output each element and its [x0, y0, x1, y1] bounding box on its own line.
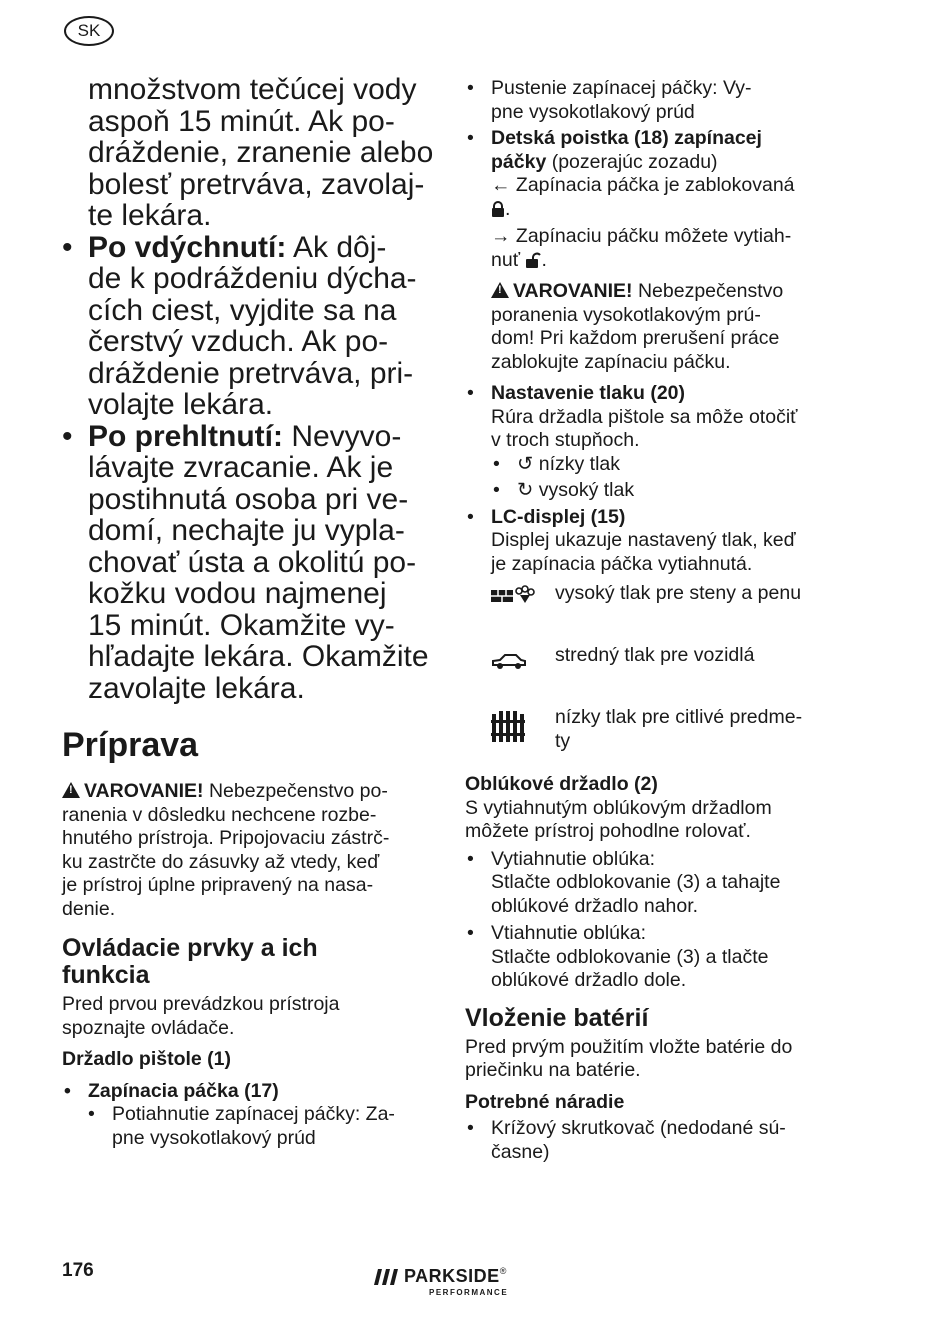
wall-foam-icon — [465, 582, 555, 611]
text-line: zablokujte zapínaciu páčku. — [491, 350, 731, 373]
mode-high-label: vysoký tlak pre steny a penu — [555, 582, 802, 604]
trigger-title: • Zapínacia páčka (17) — [62, 1080, 434, 1104]
text-line — [88, 421, 434, 453]
text-span: Ak dôj- — [286, 230, 387, 264]
inhale-bullet — [62, 232, 434, 421]
text-line: • Pustenie zapínacej páčky: Vy- — [491, 77, 752, 99]
batteries-text — [465, 1036, 855, 1083]
text-line: dráždenie, zranenie alebo — [88, 136, 434, 169]
text-line: S vytiahnutým oblúkovým držadlom — [465, 796, 772, 819]
text-line: zavolajte lekára. — [88, 671, 305, 705]
high-pressure-item: • ↻ vysoký tlak — [491, 479, 855, 503]
pressure-item — [465, 382, 855, 453]
text-line: časne) — [491, 1140, 550, 1163]
handle-text — [465, 797, 855, 844]
text-line: • Krížový skrutkovač (nedodané sú- — [491, 1117, 786, 1139]
text-line: je prístroj úplne pripravený na nasa- — [62, 874, 374, 896]
childlock-item — [465, 127, 855, 374]
text-line — [491, 151, 855, 175]
text-line: volajte lekára. — [88, 388, 274, 421]
swallow-title: Po prehltnutí: — [88, 419, 283, 453]
text-line — [491, 249, 855, 273]
mode-high-row — [465, 582, 855, 644]
text-line: • Vtiahnutie oblúka: — [491, 922, 647, 944]
text-span: Nevyvo- — [282, 419, 402, 453]
text-span: . — [541, 248, 547, 271]
brand-mark: ® — [499, 1266, 507, 1276]
text-line: lávajte zvracanie. Ak je — [88, 451, 394, 484]
text-line: Rúra držadla pištole sa môže otočiť — [491, 405, 798, 428]
brand-name: PARKSIDE — [404, 1266, 500, 1286]
text-line: de k podráždeniu dýcha- — [88, 262, 417, 295]
right-column — [465, 77, 855, 1164]
text-line: dom! Pri každom prerušení práce — [491, 327, 780, 349]
swallow-bullet — [62, 421, 434, 705]
parkside-logo — [374, 1266, 524, 1302]
lock-closed-icon — [491, 201, 505, 218]
text-line — [491, 198, 855, 222]
text-line: priečinku na batérie. — [465, 1059, 641, 1081]
pressure-title: • Nastavenie tlaku (20) — [491, 382, 686, 404]
text-line: Stlačte odblokovanie (3) a tahajte — [491, 871, 781, 893]
trigger-release-item — [465, 77, 855, 124]
text-line: v troch stupňoch. — [491, 429, 640, 451]
text-span: páčky — [491, 150, 547, 173]
mode-mid-row — [465, 644, 855, 706]
text-line: • Vytiahnutie oblúka: — [491, 847, 656, 870]
grip-title: Držadlo pištole (1) — [62, 1048, 232, 1070]
text-span: nuť — [491, 248, 521, 271]
text-line: Stlačte odblokovanie (3) a tlačte — [491, 945, 769, 968]
text-line: pne vysokotlakový prúd — [491, 100, 695, 123]
text-line: poranenia vysokotlakovým prú- — [491, 303, 761, 326]
text-line: bolesť pretrváva, zavolaj- — [88, 167, 425, 201]
text-line: oblúkové držadlo nahor. — [491, 894, 699, 917]
inhale-title: Po vdýchnutí: — [88, 230, 287, 264]
text-line: 15 minút. Okamžite vy- — [88, 608, 395, 642]
text-line: chovať ústa a okolitú po- — [88, 545, 417, 579]
text-line: funkcia — [62, 961, 150, 989]
text-line: ty — [555, 729, 571, 752]
brand-sub: PERFORMANCE — [429, 1288, 509, 1297]
text-line: množstvom tečúcej vody — [88, 73, 417, 106]
warning-block — [62, 780, 434, 921]
logo-text — [404, 1266, 506, 1287]
mode-low-row — [465, 706, 855, 753]
text-line: môžete prístroj pohodlne rolovať. — [465, 820, 751, 842]
lcd-item — [465, 506, 855, 577]
section-heading-controls — [62, 935, 434, 989]
text-span: (pozerajúc zozadu) — [546, 150, 718, 173]
intro-paragraph — [62, 74, 434, 232]
fence-icon — [465, 706, 555, 751]
text-line: Displej ukazuje nastavený tlak, keď — [491, 529, 796, 551]
tools-item — [465, 1117, 855, 1164]
car-icon — [465, 644, 555, 679]
text-line: postihnutá osoba pri ve- — [88, 482, 409, 516]
text-span: . — [505, 197, 511, 220]
logo-stripes-icon — [374, 1269, 400, 1285]
mode-low-label — [555, 706, 802, 753]
text-line: Ovládacie prvky a ich — [62, 934, 318, 962]
unlocked-text: → Zapínaciu páčku môžete vytiah- — [491, 225, 792, 247]
text-line: Pred prvým použitím vložte batérie do — [465, 1035, 793, 1058]
text-line: nízky tlak pre citlivé predme- — [555, 706, 803, 728]
text-line: spoznajte ovládače. — [62, 1016, 235, 1039]
childlock-title: • Detská poistka (18) zapínacej — [491, 127, 762, 149]
warning-label: VAROVANIE! — [84, 780, 204, 802]
extend-item — [465, 848, 855, 919]
text-line: aspoň 15 minút. Ak po- — [88, 104, 395, 138]
warning-icon — [62, 782, 80, 798]
page-number: 176 — [62, 1260, 94, 1281]
text-span: Nebezpečenstvo po- — [203, 780, 388, 802]
text-line: dráždenie pretrváva, pri- — [88, 356, 414, 390]
text-line: domí, nechajte ju vypla- — [88, 514, 405, 547]
text-line: Pred prvou prevádzkou prístroja — [62, 993, 340, 1015]
handle-title: Oblúkové držadlo (2) — [465, 773, 658, 795]
text-line: ku zastrčte do zásuvky až vtedy, keď — [62, 850, 380, 873]
text-line: ranenia v dôsledku nechcene rozbe- — [62, 803, 377, 826]
text-line — [491, 280, 855, 304]
section-heading-priprava: Príprava — [62, 726, 199, 764]
warning-icon — [491, 282, 509, 298]
retract-item — [465, 922, 855, 993]
lock-open-icon — [525, 252, 541, 269]
text-line: • Potiahnutie zapínacej páčky: Za- — [112, 1103, 395, 1125]
controls-intro — [62, 993, 434, 1040]
trigger-pull-item — [62, 1103, 434, 1150]
text-line — [88, 232, 434, 264]
tools-title: Potrebné náradie — [465, 1090, 625, 1113]
warning-label: VAROVANIE! — [513, 280, 633, 302]
text-line: hľadajte lekára. Okamžite — [88, 640, 429, 673]
low-pressure-item: • ↺ nízky tlak — [491, 453, 855, 477]
text-line: oblúkové držadlo dole. — [491, 969, 687, 991]
left-column — [62, 74, 434, 1150]
text-line — [62, 780, 434, 804]
language-badge: SK — [64, 16, 114, 46]
text-span: Nebezpečenstvo — [632, 280, 784, 302]
text-line: te lekára. — [88, 199, 212, 232]
mode-mid-label: stredný tlak pre vozidlá — [555, 644, 755, 666]
text-line: pne vysokotlakový prúd — [112, 1126, 316, 1149]
section-heading-batteries: Vloženie batérií — [465, 1003, 649, 1032]
lcd-title: • LC-displej (15) — [491, 505, 626, 528]
text-line: čerstvý vzduch. Ak po- — [88, 325, 389, 358]
text-line: hnutého prístroja. Pripojovaciu zástrč- — [62, 827, 390, 849]
text-line: denie. — [62, 897, 116, 920]
locked-text: ← Zapínacia páčka je zablokovaná — [491, 174, 795, 196]
text-line: cích ciest, vyjdite sa na — [88, 293, 397, 327]
text-line: je zapínacia páčka vytiahnutá. — [491, 552, 753, 575]
text-line: kožku vodou najmenej — [88, 577, 387, 610]
